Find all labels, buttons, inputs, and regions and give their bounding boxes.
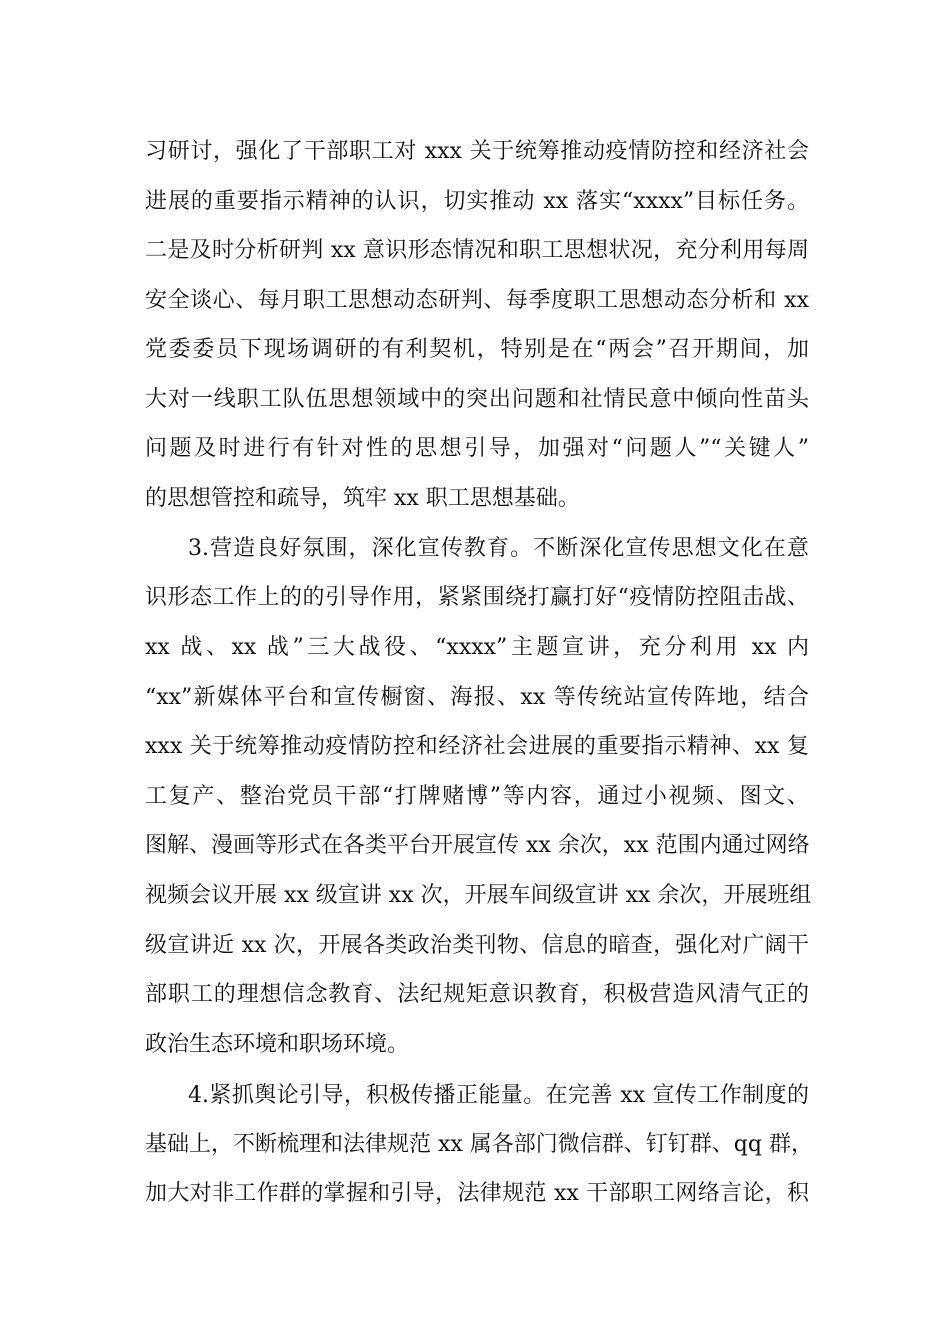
paragraph-heading-3: 3.营造良好氛围，深化宣传教育。不断深化宣传思想文化在意 [188, 536, 809, 561]
text-line: 部职工的理想信念教育、法纪规矩意识教育，积极营造风清气正的 [145, 982, 809, 1007]
text-line: 问题及时进行有针对性的思想引导，加强对“问题人”“关键人” [145, 436, 809, 461]
text-line: 工复产、整治党员干部“打牌赌博”等内容，通过小视频、图文、 [145, 784, 809, 809]
paragraph-heading-4: 4.紧抓舆论引导，积极传播正能量。在完善 xx 宣传工作制度的 [188, 1083, 809, 1108]
text-line: 识形态工作上的的引导作用，紧紧围绕打赢打好“疫情防控阻击战、 [145, 585, 809, 610]
text-line: 习研讨，强化了干部职工对 xxx 关于统筹推动疫情防控和经济社会 [145, 139, 809, 164]
text-line: xxx 关于统筹推动疫情防控和经济社会进展的重要指示精神、xx 复 [145, 734, 809, 759]
text-line: 加大对非工作群的掌握和引导，法律规范 xx 干部职工网络言论，积 [145, 1181, 809, 1206]
text-line: 党委委员下现场调研的有利契机，特别是在“两会”召开期间，加 [145, 337, 809, 362]
text-line: 视频会议开展 xx 级宣讲 xx 次，开展车间级宣讲 xx 余次，开展班组 [145, 883, 812, 908]
text-line: 进展的重要指示精神的认识，切实推动 xx 落实“xxxx”目标任务。 [145, 189, 809, 214]
text-line: 图解、漫画等形式在各类平台开展宣传 xx 余次，xx 范围内通过网络 [145, 833, 810, 858]
text-line: 大对一线职工队伍思想领域中的突出问题和社情民意中倾向性苗头 [145, 387, 809, 412]
text-line: “xx”新媒体平台和宣传橱窗、海报、xx 等传统站宣传阵地，结合 [145, 685, 809, 710]
text-line: xx 战、xx 战”三大战役、“xxxx”主题宣讲，充分利用 xx 内 [145, 635, 809, 660]
text-line: 二是及时分析研判 xx 意识形态情况和职工思想状况，充分利用每周 [145, 238, 809, 263]
text-line: 级宣讲近 xx 次，开展各类政治类刊物、信息的暗查，强化对广阔干 [145, 933, 809, 958]
text-line: 的思想管控和疏导，筑牢 xx 职工思想基础。 [145, 486, 580, 511]
text-line: 政治生态环境和职场环境。 [145, 1032, 410, 1057]
text-line: 安全谈心、每月职工思想动态研判、每季度职工思想动态分析和 xx [145, 288, 809, 313]
text-line: 基础上，不断梳理和法律规范 xx 属各部门微信群、钉钉群、qq 群， [145, 1132, 813, 1157]
